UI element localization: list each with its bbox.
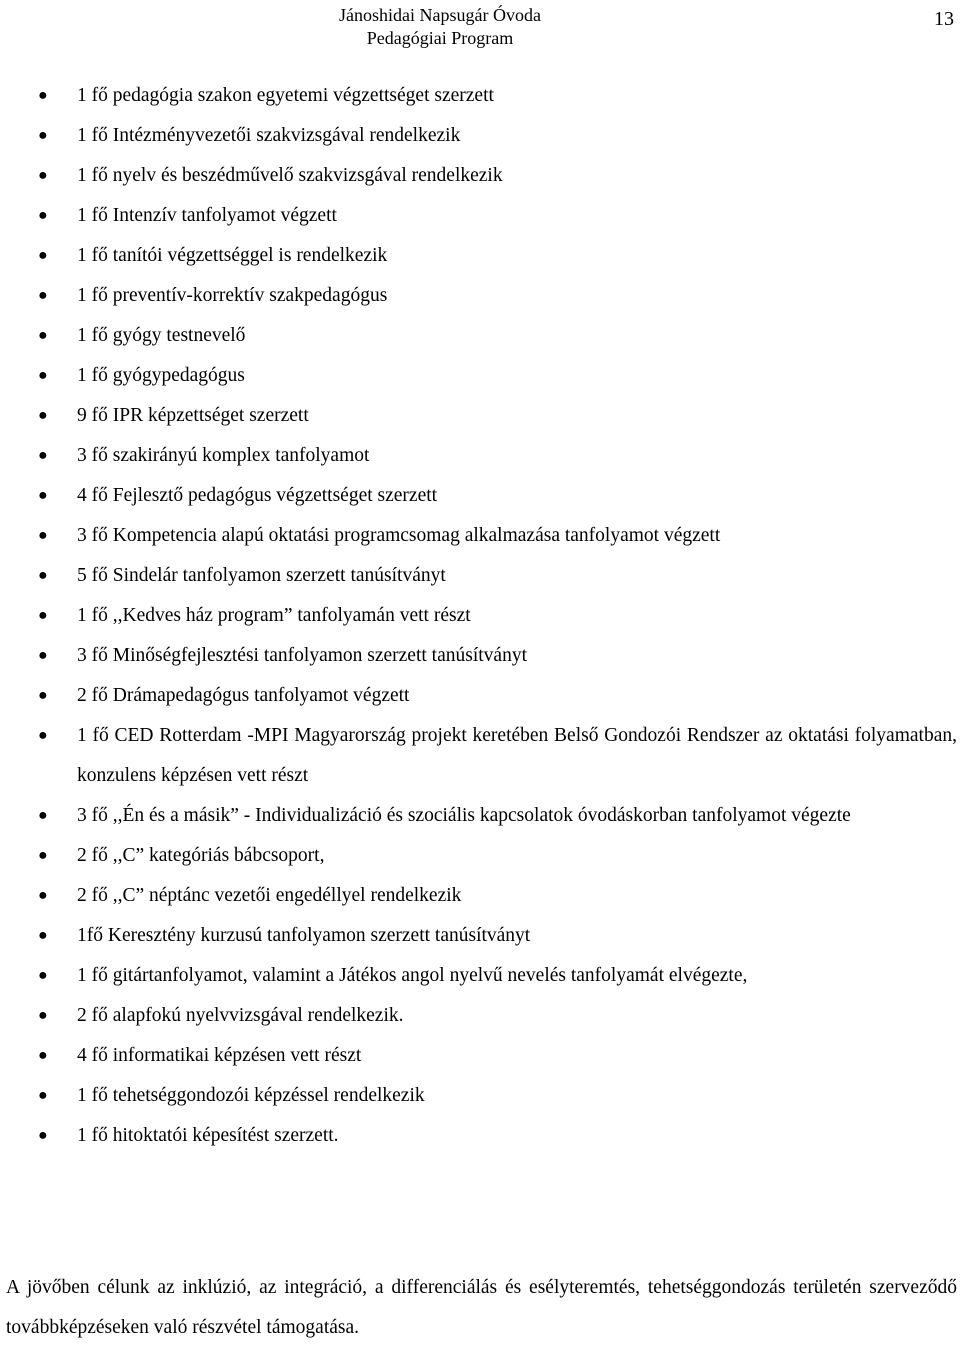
bullet-dot-icon: ●	[38, 87, 48, 104]
list-item	[0, 276, 960, 316]
document-title: Pedagógiai Program	[366, 28, 514, 48]
list-item	[0, 476, 960, 516]
bullet-dot-icon: ●	[38, 1047, 48, 1064]
list-item-text: 2 fő alapfokú nyelvvizsgával rendelkezik.	[77, 1005, 404, 1026]
bullet-dot-icon: ●	[38, 207, 48, 224]
list-item-text: 1 fő Intenzív tanfolyamot végzett	[77, 205, 337, 226]
bullet-dot-icon: ●	[38, 447, 48, 464]
list-item	[0, 436, 960, 476]
list-item-text: 1 fő gitártanfolyamot, valamint a Játékos angol nyelvű nevelés tanfolyamát elvégezte,	[77, 965, 748, 986]
list-item-text: 4 fő Fejlesztő pedagógus végzettséget szerzett	[77, 485, 438, 506]
list-item-text: 1 fő hitoktatói képesítést szerzett.	[77, 1125, 339, 1146]
list-item-text: 1 fő ,,Kedves ház program” tanfolyamán vett részt	[77, 605, 471, 626]
list-item-text: 1 fő Intézményvezetői szakvizsgával rendelkezik	[77, 125, 461, 146]
bullet-dot-icon: ●	[38, 967, 48, 984]
bullet-dot-icon: ●	[38, 807, 48, 824]
list-item-text: 4 fő informatikai képzésen vett részt	[77, 1045, 362, 1066]
bullet-dot-icon: ●	[38, 247, 48, 264]
list-item-text: 1fő Keresztény kurzusú tanfolyamon szerzett tanúsítványt	[77, 925, 531, 946]
bullet-dot-icon: ●	[38, 487, 48, 504]
list-item-text: 1 fő tehetséggondozói képzéssel rendelkezik	[77, 1085, 425, 1106]
list-item	[0, 156, 960, 196]
list-item	[0, 516, 960, 556]
list-item-text: 1 fő gyógypedagógus	[77, 365, 245, 386]
page-header	[0, 4, 960, 54]
list-item	[0, 356, 960, 396]
list-item-text: 1 fő tanítói végzettséggel is rendelkezik	[77, 245, 388, 266]
institution-name: Jánoshidai Napsugár Óvoda	[339, 5, 541, 25]
list-item	[0, 556, 960, 596]
list-item-text: 1 fő gyógy testnevelő	[77, 325, 246, 346]
list-item-text: 2 fő ,,C” néptánc vezetői engedéllyel rendelkezik	[77, 885, 462, 906]
list-item	[0, 716, 960, 796]
list-item	[0, 316, 960, 356]
bullet-dot-icon: ●	[38, 127, 48, 144]
list-item	[0, 596, 960, 636]
bullet-dot-icon: ●	[38, 327, 48, 344]
list-item	[0, 396, 960, 436]
bullet-dot-icon: ●	[38, 887, 48, 904]
list-item	[0, 1036, 960, 1076]
list-item	[0, 996, 960, 1036]
bullet-dot-icon: ●	[38, 927, 48, 944]
bullet-dot-icon: ●	[38, 1007, 48, 1024]
bullet-dot-icon: ●	[38, 287, 48, 304]
list-item	[0, 676, 960, 716]
list-item-text: 1 fő pedagógia szakon egyetemi végzettséget szerzett	[77, 85, 494, 106]
list-item	[0, 196, 960, 236]
list-item-text: 5 fő Sindelár tanfolyamon szerzett tanúsítványt	[77, 565, 446, 586]
list-item-text: 1 fő nyelv és beszédművelő szakvizsgával rendelkezik	[77, 165, 503, 186]
bullet-dot-icon: ●	[38, 647, 48, 664]
list-item	[0, 836, 960, 876]
list-item	[0, 956, 960, 996]
bullet-dot-icon: ●	[38, 847, 48, 864]
bullet-dot-icon: ●	[38, 367, 48, 384]
list-item	[0, 636, 960, 676]
list-item-text: 3 fő szakirányú komplex tanfolyamot	[77, 445, 370, 466]
list-item	[0, 796, 960, 836]
list-item-text: 2 fő ,,C” kategóriás bábcsoport,	[77, 845, 325, 866]
list-item-text: 1 fő CED Rotterdam -MPI Magyarország projekt keretében Belső Gondozói Rendszer az oktatási folyamatban, konzulens képzésen vett részt	[77, 725, 957, 786]
list-item-text: 3 fő ,,Én és a másik” - Individualizáció és szociális kapcsolatok óvodáskorban tanfolyamot végezte	[77, 805, 851, 826]
list-item-text: 3 fő Kompetencia alapú oktatási programcsomag alkalmazása tanfolyamot végzett	[77, 525, 721, 546]
list-item	[0, 876, 960, 916]
list-item-text: 9 fő IPR képzettséget szerzett	[77, 405, 309, 426]
bullet-dot-icon: ●	[38, 687, 48, 704]
bullet-dot-icon: ●	[38, 1127, 48, 1144]
bullet-dot-icon: ●	[38, 407, 48, 424]
staff-qualifications-list	[0, 76, 960, 1156]
list-item-text: 2 fő Drámapedagógus tanfolyamot végzett	[77, 685, 410, 706]
bullet-dot-icon: ●	[38, 527, 48, 544]
list-item	[0, 916, 960, 956]
page-number: 13	[934, 8, 954, 30]
list-item	[0, 1116, 960, 1156]
list-item	[0, 116, 960, 156]
list-item	[0, 236, 960, 276]
list-item	[0, 76, 960, 116]
list-item-text: 1 fő preventív-korrektív szakpedagógus	[77, 285, 388, 306]
closing-paragraph: A jövőben célunk az inklúzió, az integráció, a differenciálás és esélyteremtés, tehetséggondozás területén szerveződő továbbképzéseken való részvétel támogatása.	[6, 1276, 957, 1338]
bullet-dot-icon: ●	[38, 607, 48, 624]
bullet-dot-icon: ●	[38, 1087, 48, 1104]
bullet-dot-icon: ●	[38, 727, 48, 744]
running-header	[320, 4, 560, 50]
bullet-dot-icon: ●	[38, 167, 48, 184]
list-item-text: 3 fő Minőségfejlesztési tanfolyamon szerzett tanúsítványt	[77, 645, 527, 666]
bullet-dot-icon: ●	[38, 567, 48, 584]
list-item	[0, 1076, 960, 1116]
